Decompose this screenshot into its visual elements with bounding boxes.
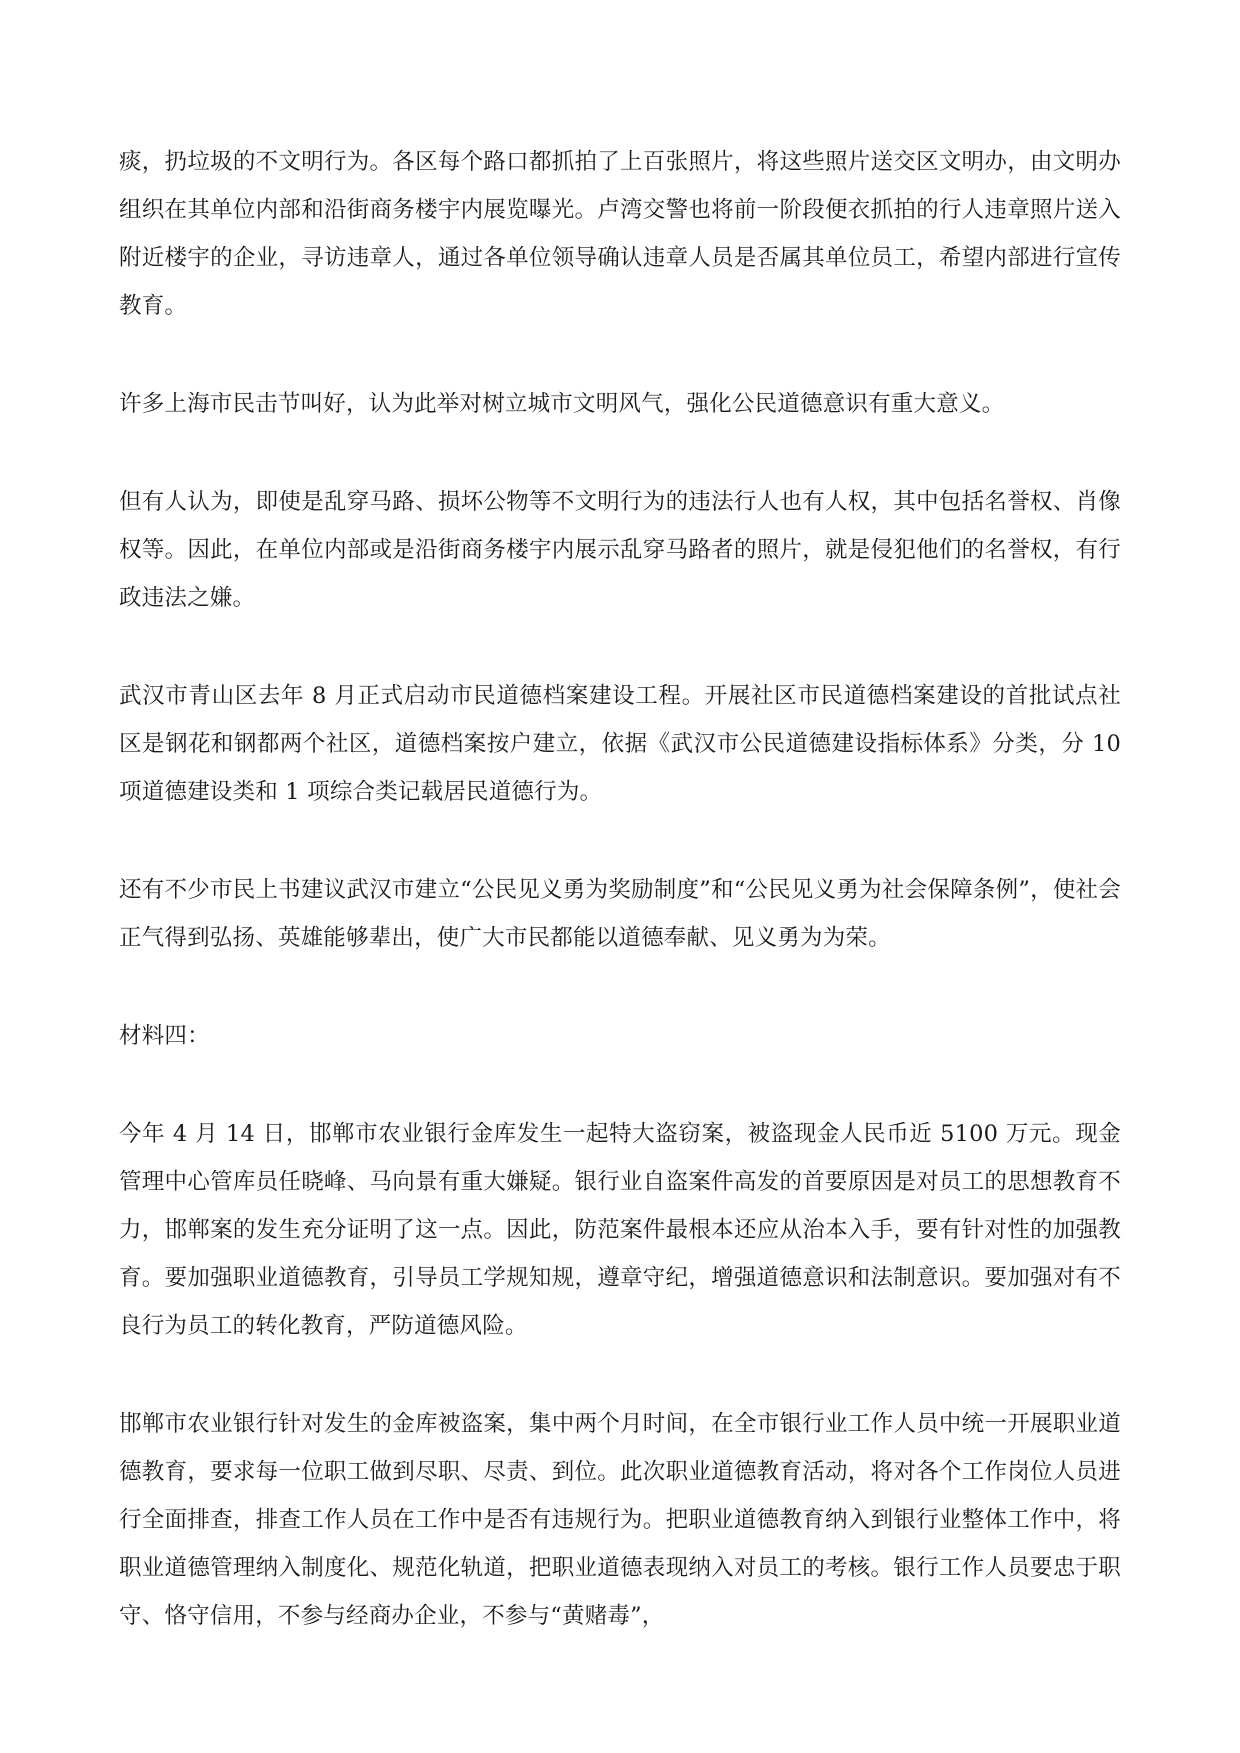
paragraph-bravery-reward-proposal: 还有不少市民上书建议武汉市建立“公民见义勇为奖励制度”和“公民见义勇为社会保障条例”，使社会正气得到弘扬、英雄能够辈出，使广大市民都能以道德奉献、见义勇为为荣。 xyxy=(119,877,1121,951)
section-heading-material-four: 材料四： xyxy=(119,1023,210,1049)
paragraph-human-rights-view: 但有人认为，即使是乱穿马路、损坏公物等不文明行为的违法行人也有人权，其中包括名誉权、肖像权等。因此，在单位内部或是沿街商务楼宇内展示乱穿马路者的照片，就是侵犯他们的名誉权，有行政违法之嫌。 xyxy=(119,489,1121,611)
paragraph-citizens-applaud: 许多上海市民击节叫好，认为此举对树立城市文明风气，强化公民道德意识有重大意义。 xyxy=(119,391,1005,417)
paragraph-handan-bank-theft: 今年 4 月 14 日，邯郸市农业银行金库发生一起特大盗窃案，被盗现金人民币近 5100 万元。现金管理中心管库员任晓峰、马向景有重大嫌疑。银行业自盗案件高发的首要原因是对员工的思想教育不力，邯郸案的发生充分证明了这一点。因此，防范案件最根本还应从治本入手，要有针对性的加强教育。要加强职业道德教育，引导员工学规知规，遵章守纪，增强道德意识和法制意识。要加强对有不良行为员工的转化教育，严防道德风险。 xyxy=(119,1121,1121,1339)
paragraph-wuhan-moral-archive: 武汉市青山区去年 8 月正式启动市民道德档案建设工程。开展社区市民道德档案建设的首批试点社区是钢花和钢都两个社区，道德档案按户建立，依据《武汉市公民道德建设指标体系》分类，分 10 项道德建设类和 1 项综合类记载居民道德行为。 xyxy=(119,683,1121,805)
paragraph-shanghai-photos: 痰，扔垃圾的不文明行为。各区每个路口都抓拍了上百张照片，将这些照片送交区文明办，由文明办组织在其单位内部和沿街商务楼宇内展览曝光。卢湾交警也将前一阶段便衣抓拍的行人违章照片送入附近楼宇的企业，寻访违章人，通过各单位领导确认违章人员是否属其单位员工，希望内部进行宣传教育。 xyxy=(119,149,1121,319)
paragraph-handan-ethics-education: 邯郸市农业银行针对发生的金库被盗案，集中两个月时间，在全市银行业工作人员中统一开展职业道德教育，要求每一位职工做到尽职、尽责、到位。此次职业道德教育活动，将对各个工作岗位人员进行全面排查，排查工作人员在工作中是否有违规行为。把职业道德教育纳入到银行业整体工作中，将职业道德管理纳入制度化、规范化轨道，把职业道德表现纳入对员工的考核。银行工作人员要忠于职守、恪守信用，不参与经商办企业，不参与“黄赌毒”， xyxy=(119,1411,1121,1629)
document-body xyxy=(119,138,1121,1640)
